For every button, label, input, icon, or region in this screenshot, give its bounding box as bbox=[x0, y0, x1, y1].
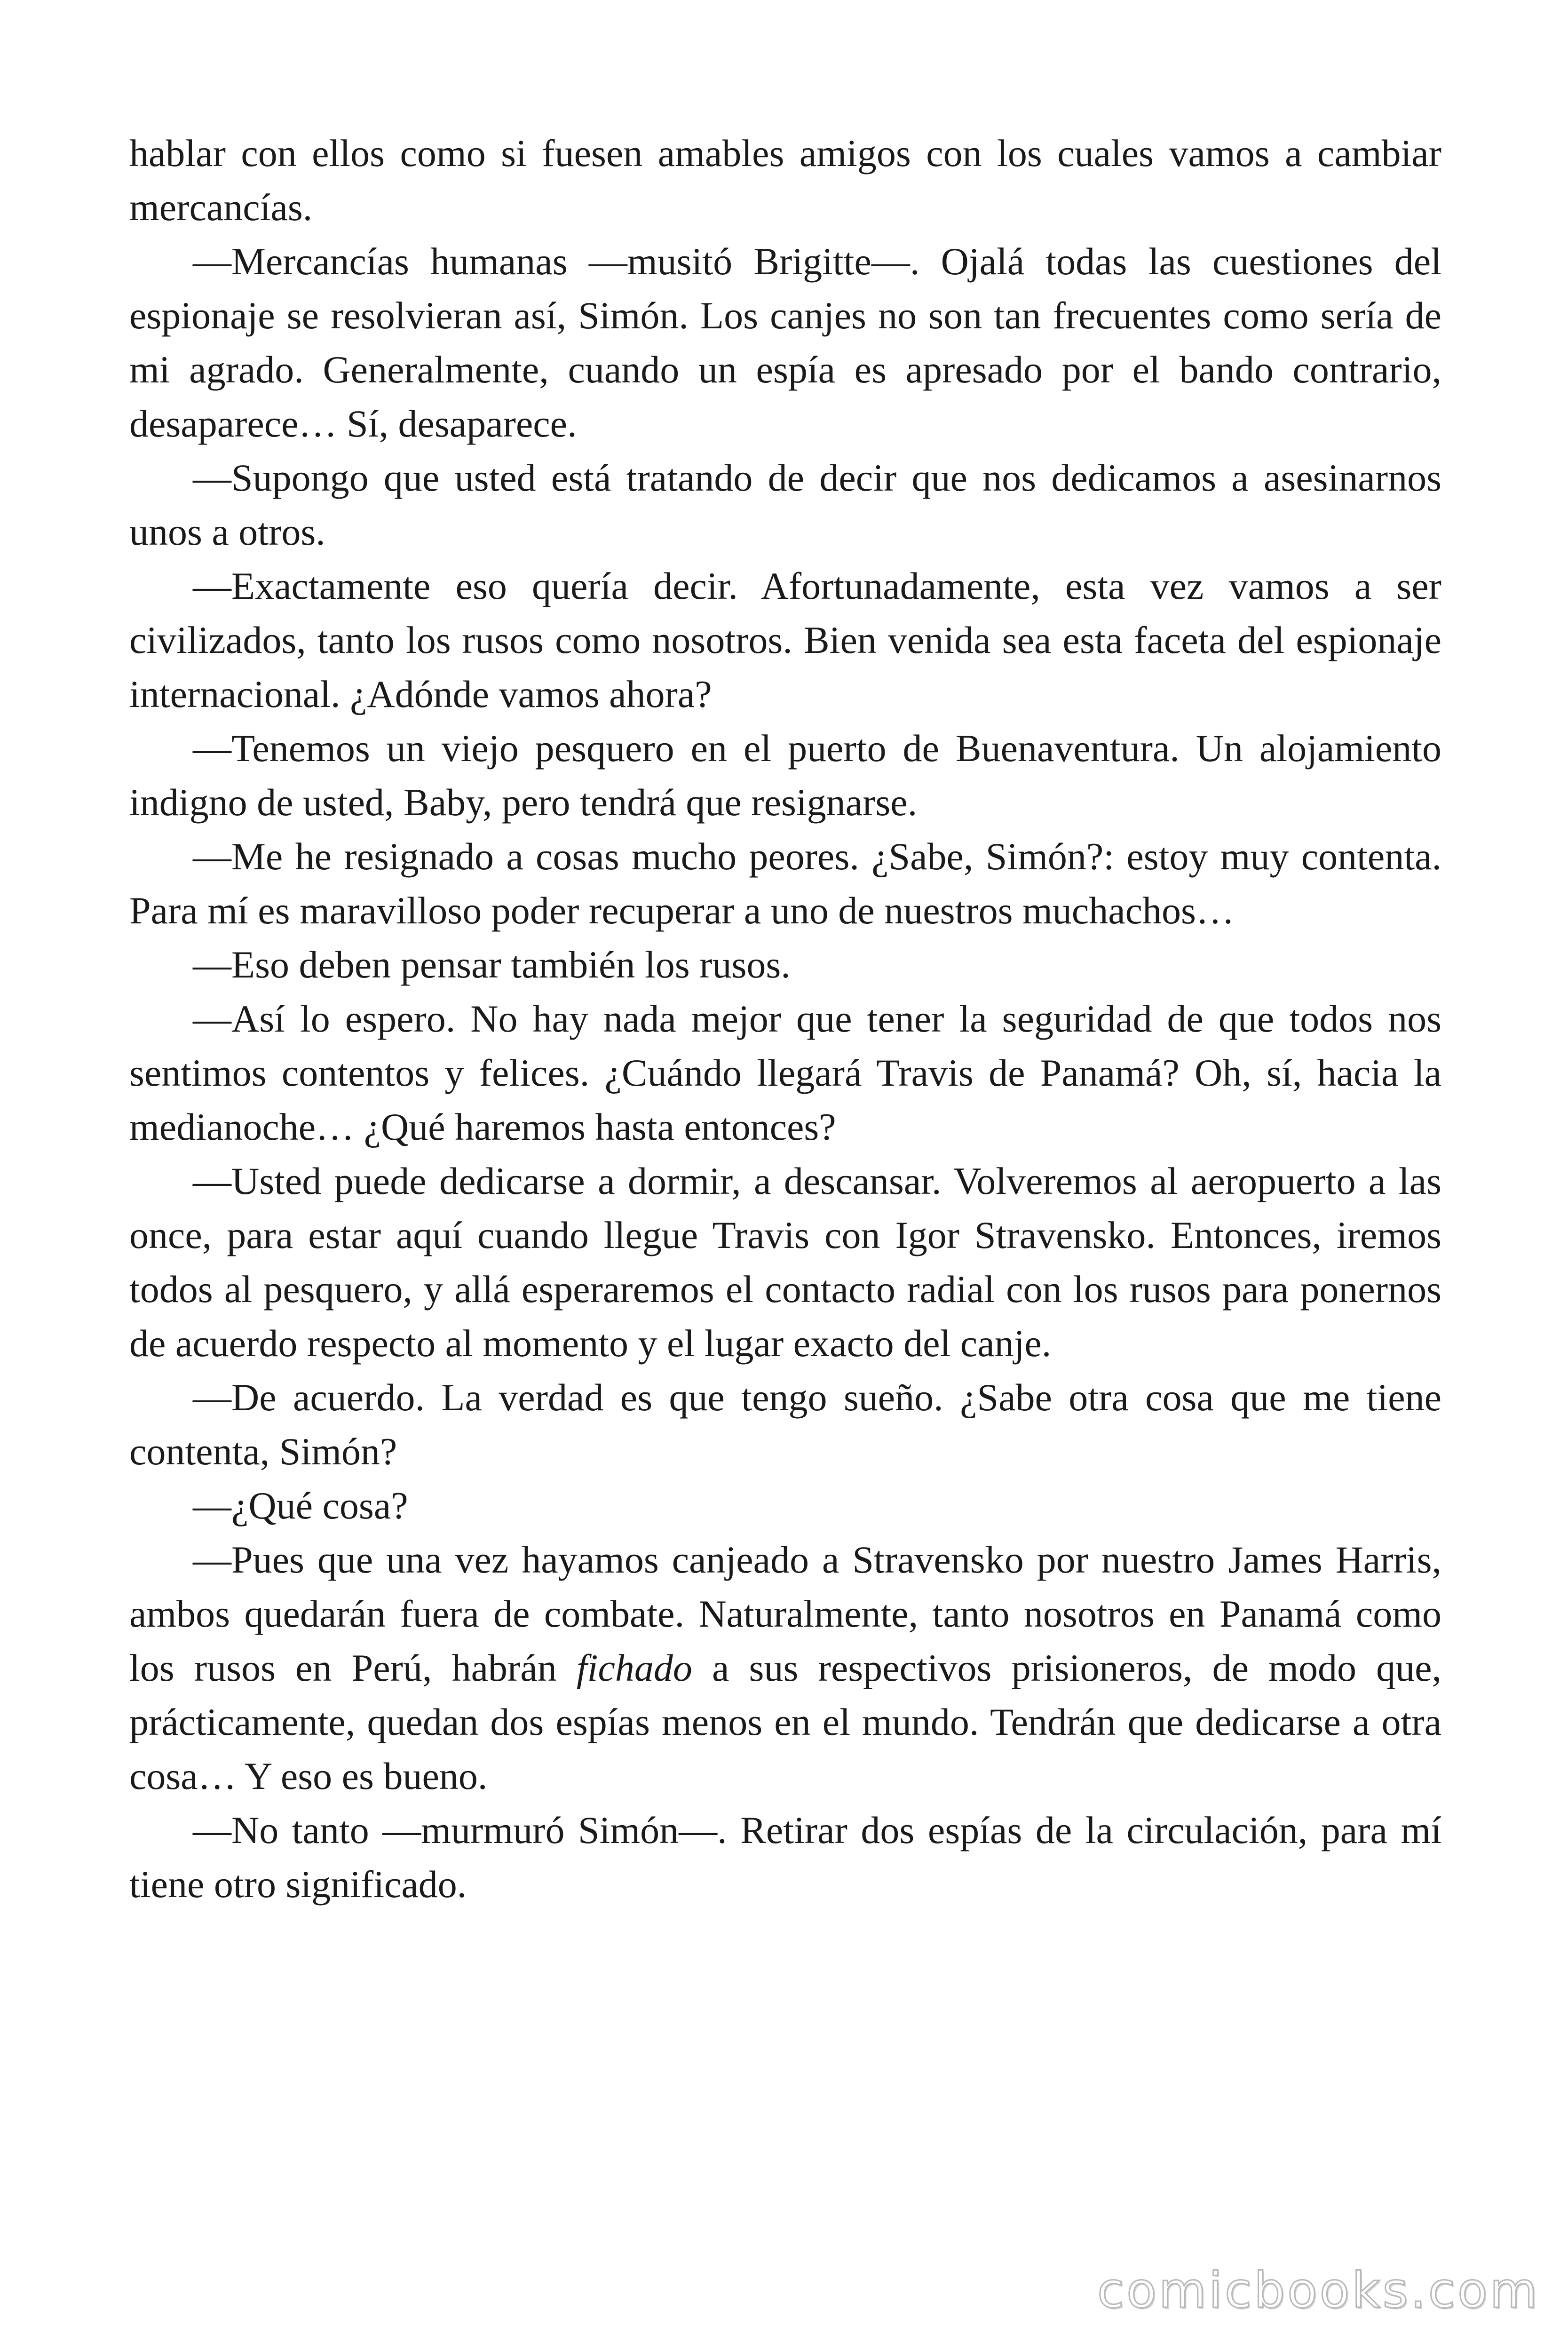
dialogue-paragraph: —Tenemos un viejo pesquero en el puerto de Buenaventura. Un alojamiento indigno de usted, Baby, pero tendrá que resignarse. bbox=[129, 727, 1441, 824]
dialogue-paragraph: —Eso deben pensar también los rusos. bbox=[193, 943, 791, 986]
italic-word: fichado bbox=[576, 1646, 692, 1689]
dialogue-paragraph: —¿Qué cosa? bbox=[193, 1484, 408, 1527]
dialogue-paragraph: —Usted puede dedicarse a dormir, a descansar. Volveremos al aeropuerto a las once, para estar aquí cuando llegue Travis con Igor Stravensko. Entonces, iremos todos al pesquero, y allá esperaremos el contacto radial con los rusos para ponernos de acuerdo respecto al momento y el lugar exacto del canje. bbox=[129, 1160, 1441, 1365]
dialogue-paragraph: —De acuerdo. La verdad es que tengo sueño. ¿Sabe otra cosa que me tiene contenta, Simón? bbox=[129, 1376, 1441, 1473]
paragraph-text-before: —Pues que una vez hayamos canjeado a Stravensko por nuestro James Harris, ambos quedarán fuera de combate. Naturalmente, tanto nosotros en Panamá como los rusos en Perú, habrán bbox=[129, 1538, 1441, 1689]
dialogue-paragraph: —No tanto —murmuró Simón—. Retirar dos espías de la circulación, para mí tiene otro significado. bbox=[129, 1809, 1441, 1906]
dialogue-paragraph: —Exactamente eso quería decir. Afortunadamente, esta vez vamos a ser civilizados, tanto los rusos como nosotros. Bien venida sea esta faceta del espionaje internacional. ¿Adónde vamos ahora? bbox=[129, 564, 1441, 715]
dialogue-paragraph: —Supongo que usted está tratando de decir que nos dedicamos a asesinarnos unos a otros. bbox=[129, 456, 1441, 553]
paragraph-text-after: a sus respectivos prisioneros, de modo que, prácticamente, quedan dos espías menos en el mundo. Tendrán que dedicarse a otra cosa… Y eso es bueno. bbox=[129, 1646, 1441, 1797]
dialogue-paragraph bbox=[129, 1533, 1441, 1803]
book-page-text bbox=[129, 126, 1441, 1911]
dialogue-paragraph: —Así lo espero. No hay nada mejor que tener la seguridad de que todos nos sentimos contentos y felices. ¿Cuándo llegará Travis de Panamá? Oh, sí, hacia la medianoche… ¿Qué haremos hasta entonces? bbox=[129, 997, 1441, 1148]
watermark: comicbooks.com bbox=[1097, 2262, 1540, 2319]
dialogue-paragraph: —Mercancías humanas —musitó Brigitte—. Ojalá todas las cuestiones del espionaje se resolvieran así, Simón. Los canjes no son tan frecuentes como sería de mi agrado. Generalmente, cuando un espía es apresado por el bando contrario, desaparece… Sí, desaparece. bbox=[129, 240, 1441, 445]
dialogue-paragraph: —Me he resignado a cosas mucho peores. ¿Sabe, Simón?: estoy muy contenta. Para mí es maravilloso poder recuperar a uno de nuestros muchachos… bbox=[129, 835, 1441, 932]
paragraph-continuation: hablar con ellos como si fuesen amables amigos con los cuales vamos a cambiar mercancías. bbox=[129, 132, 1441, 229]
